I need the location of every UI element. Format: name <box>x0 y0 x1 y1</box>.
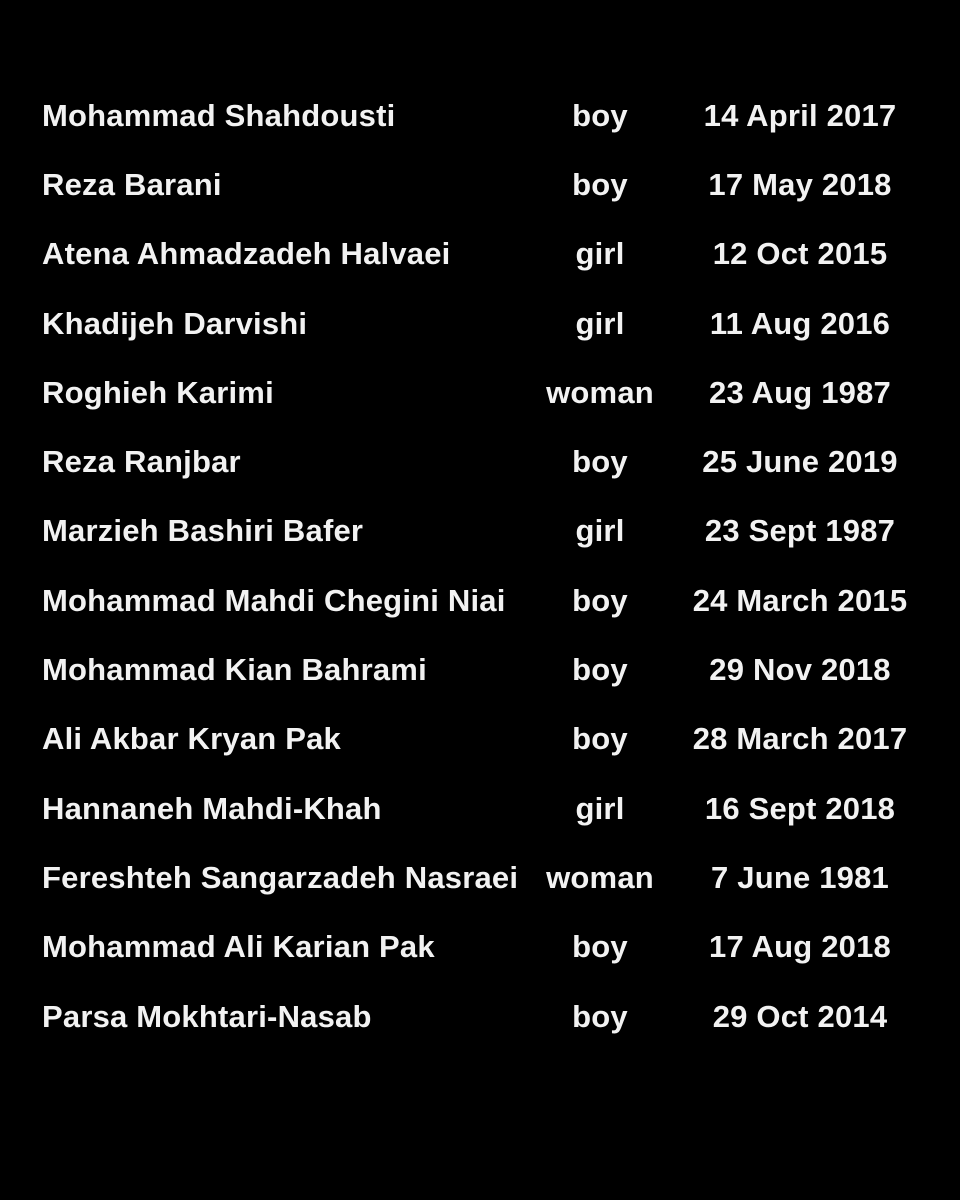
person-name: Hannaneh Mahdi-Khah <box>42 790 382 826</box>
person-category: girl <box>575 513 625 549</box>
person-name: Khadijeh Darvishi <box>42 305 308 341</box>
list-item <box>0 150 960 219</box>
person-category: boy <box>572 582 628 618</box>
person-category: woman <box>546 374 654 410</box>
person-name: Reza Ranjbar <box>42 444 241 480</box>
list-item <box>0 913 960 982</box>
person-date: 29 Nov 2018 <box>709 652 891 688</box>
person-category: boy <box>572 929 628 965</box>
person-name: Fereshteh Sangarzadeh Nasraei <box>42 859 519 895</box>
person-category: boy <box>572 652 628 688</box>
person-name: Reza Barani <box>42 166 222 202</box>
person-category: girl <box>575 236 625 272</box>
list-item <box>0 427 960 496</box>
person-category: boy <box>572 166 628 202</box>
person-category: girl <box>575 305 625 341</box>
person-name: Mohammad Ali Karian Pak <box>42 929 435 965</box>
person-name: Parsa Mokhtari-Nasab <box>42 998 372 1034</box>
person-date: 29 Oct 2014 <box>712 998 888 1034</box>
list-item <box>0 774 960 843</box>
person-date: 14 April 2017 <box>703 97 897 133</box>
person-date: 7 June 1981 <box>711 859 889 895</box>
list-item <box>0 705 960 774</box>
person-name: Atena Ahmadzadeh Halvaei <box>42 236 451 272</box>
person-name: Marzieh Bashiri Bafer <box>42 513 364 549</box>
person-date: 23 Aug 1987 <box>709 374 891 410</box>
person-category: woman <box>546 859 654 895</box>
person-category: girl <box>575 790 625 826</box>
person-name: Mohammad Mahdi Chegini Niai <box>42 582 506 618</box>
person-date: 17 Aug 2018 <box>709 929 891 965</box>
list-item <box>0 289 960 358</box>
list-item <box>0 635 960 704</box>
person-category: boy <box>572 444 628 480</box>
list-item <box>0 566 960 635</box>
victims-list <box>0 81 960 1051</box>
list-item <box>0 220 960 289</box>
person-category: boy <box>572 998 628 1034</box>
person-date: 28 March 2017 <box>692 721 908 757</box>
person-date: 24 March 2015 <box>692 582 908 618</box>
list-item <box>0 358 960 427</box>
list-item <box>0 497 960 566</box>
person-category: boy <box>572 721 628 757</box>
list-item <box>0 81 960 150</box>
person-name: Mohammad Shahdousti <box>42 97 396 133</box>
person-name: Ali Akbar Kryan Pak <box>42 721 341 757</box>
person-category: boy <box>572 97 628 133</box>
list-item <box>0 843 960 912</box>
person-date: 11 Aug 2016 <box>709 305 891 341</box>
person-date: 25 June 2019 <box>702 444 898 480</box>
person-date: 17 May 2018 <box>708 166 892 202</box>
person-date: 12 Oct 2015 <box>712 236 888 272</box>
person-name: Roghieh Karimi <box>42 374 274 410</box>
person-name: Mohammad Kian Bahrami <box>42 652 427 688</box>
person-date: 23 Sept 1987 <box>704 513 896 549</box>
list-item <box>0 982 960 1051</box>
person-date: 16 Sept 2018 <box>704 790 896 826</box>
